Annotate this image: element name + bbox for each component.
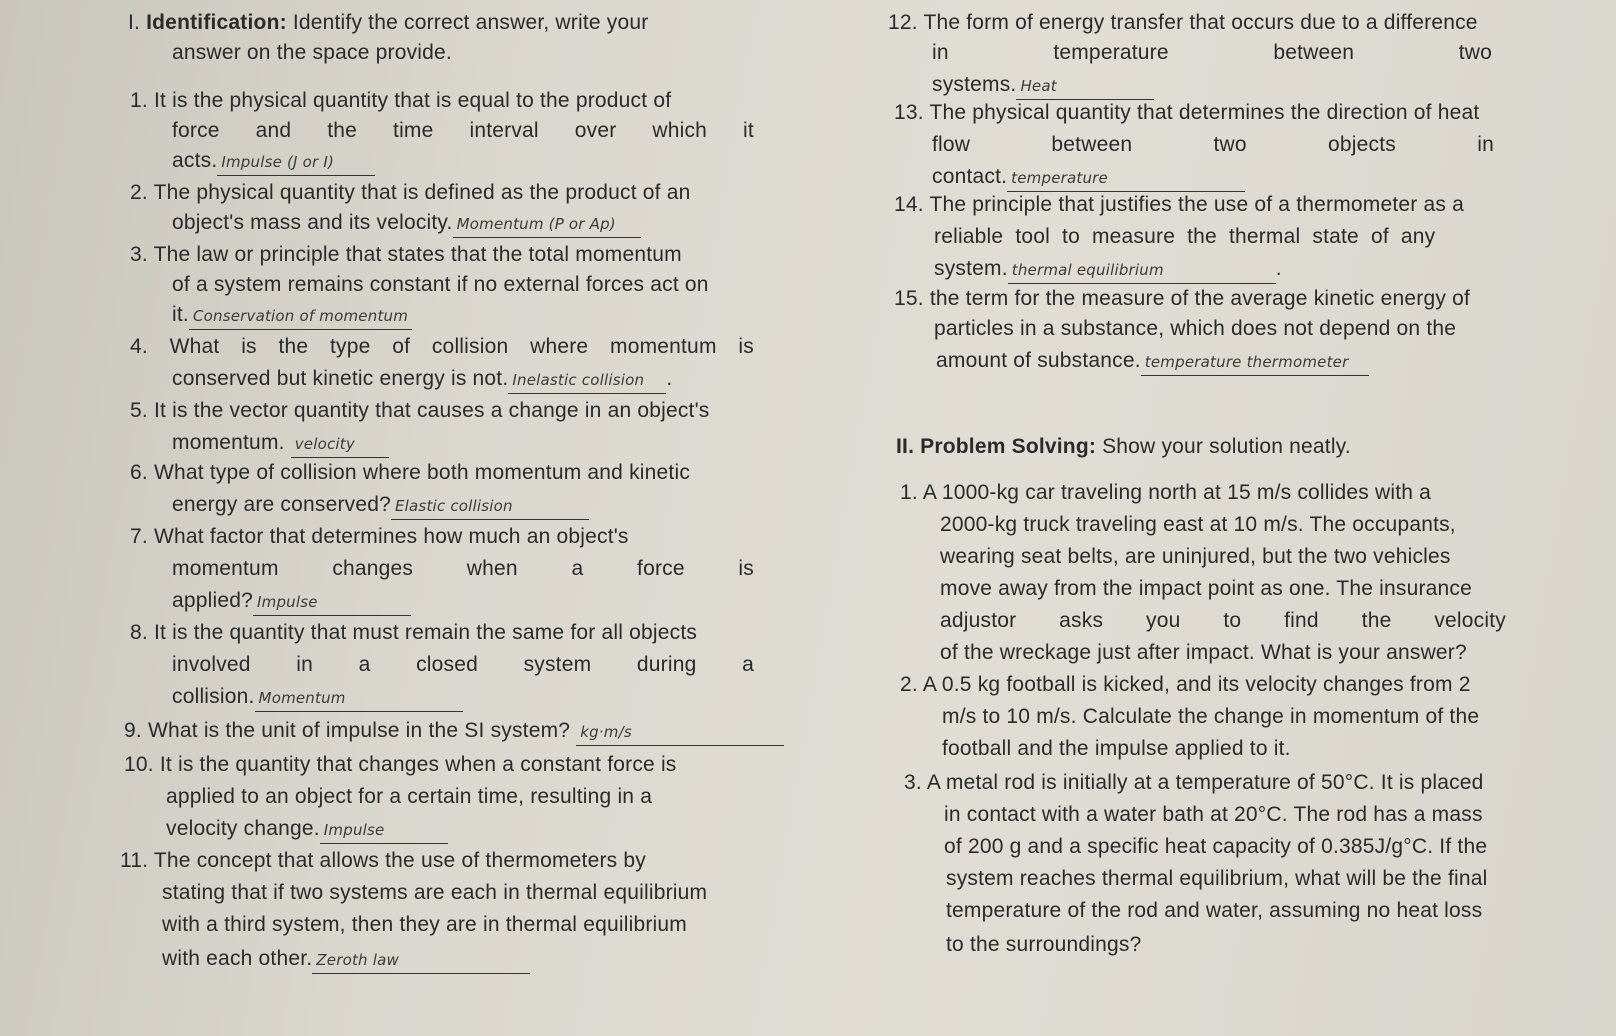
word: between (1051, 133, 1133, 156)
word: adjustor (940, 609, 1017, 632)
q2-number: 2. (130, 181, 148, 204)
q5-number: 5. (130, 399, 148, 422)
word: it (743, 119, 754, 142)
q8-line2 (172, 652, 754, 678)
word: in (932, 41, 949, 64)
q11-line4 (162, 946, 530, 974)
p3-line2: in contact with a water bath at 20°C. The rod has a mass (944, 803, 1483, 826)
q7-answer[interactable]: Impulse (253, 589, 411, 616)
q13-answer[interactable]: temperature (1007, 165, 1245, 192)
p3-line5: temperature of the rod and water, assuming no heat loss (946, 899, 1483, 922)
p3-line3: of 200 g and a specific heat capacity of 0.385J/g°C. If the (944, 835, 1488, 858)
q10-text: It is the quantity that changes when a constant force is (159, 753, 677, 776)
word: a (358, 653, 371, 676)
q7-number: 7. (130, 525, 148, 548)
word: momentum (610, 335, 717, 358)
q5-text-end: momentum. (172, 431, 285, 454)
word: the (1361, 609, 1392, 632)
q1-line2 (172, 118, 754, 144)
q15-text: the term for the measure of the average kinetic energy of (929, 287, 1471, 310)
q15-number: 15. (894, 287, 924, 310)
p1-number: 1. (900, 481, 918, 504)
word: What (169, 335, 220, 358)
part2-instruction: Show your solution neatly. (1102, 435, 1351, 458)
p1-line4: move away from the impact point as one. The insurance (940, 577, 1472, 600)
word: is (738, 335, 754, 358)
q11-text: The concept that allows the use of thermometers by (153, 849, 646, 872)
word: momentum (172, 557, 279, 580)
word: interval (469, 119, 539, 142)
q2-answer[interactable]: Momentum (P or Ap) (453, 211, 641, 238)
p1-text: A 1000-kg car traveling north at 15 m/s collides with a (922, 481, 1432, 504)
p3-line6: to the surroundings? (946, 933, 1142, 956)
part1-heading-line (128, 10, 648, 36)
q7-text: What factor that determines how much an object's (153, 525, 629, 548)
q8-text: It is the quantity that must remain the same for all objects (153, 621, 698, 644)
q4-answer[interactable]: Inelastic collision (508, 367, 666, 394)
q14-number: 14. (894, 193, 924, 216)
q4-line2 (172, 366, 672, 394)
q11-text-end: with each other. (162, 947, 313, 970)
q4-line1 (130, 334, 754, 360)
p2-line3: football and the impulse applied to it. (942, 737, 1291, 760)
word: and (255, 119, 292, 142)
q11-number: 11. (120, 849, 149, 872)
word: a (742, 653, 754, 676)
q10-number: 10. (124, 753, 154, 776)
q2-line1 (130, 180, 691, 206)
q14-text-end: system. (934, 257, 1008, 280)
q7-line1 (130, 524, 629, 550)
q5-answer[interactable]: velocity (291, 431, 389, 458)
word: type (330, 335, 371, 358)
q8-text-end: collision. (172, 685, 255, 708)
q5-line1 (130, 398, 710, 424)
word: force (172, 119, 220, 142)
q5-line2 (172, 430, 389, 458)
p2-text: A 0.5 kg football is kicked, and its velocity changes from 2 (922, 673, 1471, 696)
q15-line1 (894, 286, 1470, 312)
q9-answer[interactable]: kg·m/s (576, 719, 784, 746)
q6-answer[interactable]: Elastic collision (391, 493, 589, 520)
q2-text-end: object's mass and its velocity. (172, 211, 453, 234)
q13-line2 (932, 132, 1494, 158)
q10-line1 (124, 752, 677, 778)
q10-answer[interactable]: Impulse (320, 817, 448, 844)
word: system (523, 653, 592, 676)
word: of (392, 335, 411, 358)
p3-line1 (904, 770, 1484, 796)
q8-number: 8. (130, 621, 148, 644)
q3-answer[interactable]: Conservation of momentum (189, 303, 412, 330)
q1-text-end: acts. (172, 149, 218, 172)
p1-line5 (940, 608, 1506, 634)
word: when (466, 557, 518, 580)
q15-text-end: amount of substance. (936, 349, 1141, 372)
q8-line3 (172, 684, 463, 712)
p2-number: 2. (900, 673, 918, 696)
q10-line3 (166, 816, 448, 844)
q11-line1 (120, 848, 646, 874)
word: two (1458, 41, 1492, 64)
word: is (241, 335, 257, 358)
q15-line3 (936, 348, 1369, 376)
q12-text: The form of energy transfer that occurs due to a difference (923, 11, 1478, 34)
word: find (1284, 609, 1319, 632)
word: where (530, 335, 589, 358)
word: in (1477, 133, 1494, 156)
q1-answer[interactable]: Impulse (J or I) (217, 149, 375, 176)
q3-line1 (130, 242, 682, 268)
p1-line2: 2000-kg truck traveling east at 10 m/s. The occupants, (940, 513, 1456, 536)
q8-answer[interactable]: Momentum (255, 685, 463, 712)
word: to (1223, 609, 1242, 632)
q6-text-end: energy are conserved? (172, 493, 391, 516)
q14-period: . (1275, 257, 1282, 280)
q3-line3 (172, 302, 412, 330)
q3-text: The law or principle that states that the total momentum (153, 243, 682, 266)
p1-line3: wearing seat belts, are uninjured, but the two vehicles (940, 545, 1451, 568)
p2-line2: m/s to 10 m/s. Calculate the change in momentum of the (942, 705, 1480, 728)
word: is (738, 557, 754, 580)
part1-instruction-line2: answer on the space provide. (172, 41, 452, 64)
word: you (1146, 609, 1181, 632)
word: temperature (1053, 41, 1169, 64)
part2-heading: Problem Solving: (920, 435, 1097, 458)
q10-line2: applied to an object for a certain time, resulting in a (166, 785, 653, 808)
p1-line6: of the wreckage just after impact. What is your answer? (940, 641, 1467, 664)
q2-text: The physical quantity that is defined as the product of an (153, 181, 691, 204)
q11-answer[interactable]: Zeroth law (312, 947, 530, 974)
q12-line3 (932, 72, 1154, 100)
word: the (278, 335, 309, 358)
word: time (393, 119, 434, 142)
q8-line1 (130, 620, 697, 646)
q14-line1 (894, 192, 1464, 218)
word: involved (172, 653, 251, 676)
q4-text-end: conserved but kinetic energy is not. (172, 367, 509, 390)
q12-number: 12. (888, 11, 918, 34)
q1-text: It is the physical quantity that is equal to the product of (153, 89, 672, 112)
q6-text: What type of collision where both momentum and kinetic (153, 461, 691, 484)
q11-line2: stating that if two systems are each in thermal equilibrium (162, 881, 708, 904)
word: objects (1328, 133, 1396, 156)
p1-line1 (900, 480, 1431, 506)
word: collision (431, 335, 509, 358)
word: changes (332, 557, 414, 580)
p3-text: A metal rod is initially at a temperature of 50°C. It is placed (926, 771, 1484, 794)
word: between (1273, 41, 1355, 64)
part1-instruction-line1: Identify the correct answer, write your (292, 11, 649, 34)
q13-line1 (894, 100, 1479, 126)
q15-answer[interactable]: temperature thermometer (1141, 349, 1369, 376)
q14-text: The principle that justifies the use of a thermometer as a (929, 193, 1464, 216)
q9-line1 (124, 718, 784, 746)
q11-line3: with a third system, then they are in thermal equilibrium (162, 913, 687, 936)
word: asks (1059, 609, 1104, 632)
part2-number: II. (896, 435, 915, 458)
q3-number: 3. (130, 243, 148, 266)
q4-number: 4. (130, 335, 148, 358)
q3-line2: of a system remains constant if no external forces act on (172, 273, 709, 296)
word: a (571, 557, 584, 580)
q4-period: . (666, 367, 673, 390)
part1-heading: Identification: (146, 11, 287, 34)
q13-line3 (932, 164, 1245, 192)
q6-number: 6. (130, 461, 148, 484)
q9-number: 9. (124, 719, 142, 742)
q13-text: The physical quantity that determines the direction of heat (929, 101, 1480, 124)
part2-heading-line (896, 434, 1351, 460)
word: flow (932, 133, 971, 156)
word: during (636, 653, 697, 676)
word: over (574, 119, 617, 142)
q7-line3 (172, 588, 411, 616)
q13-text-end: contact. (932, 165, 1008, 188)
word: the (327, 119, 358, 142)
p3-number: 3. (904, 771, 922, 794)
q7-text-end: applied? (172, 589, 254, 612)
q1-line3 (172, 148, 375, 176)
q14-line3 (934, 256, 1282, 284)
p2-line1 (900, 672, 1471, 698)
q12-answer[interactable]: Heat (1016, 73, 1154, 100)
q12-line2 (932, 40, 1492, 66)
part1-number: I. (128, 11, 141, 34)
q10-text-end: velocity change. (166, 817, 320, 840)
q6-line2 (172, 492, 589, 520)
word: closed (416, 653, 478, 676)
q1-line1 (130, 88, 671, 114)
word: velocity (1434, 609, 1506, 632)
word: force (637, 557, 685, 580)
q2-line2 (172, 210, 641, 238)
q1-number: 1. (130, 89, 148, 112)
p3-line4: system reaches thermal equilibrium, what will be the final (946, 867, 1488, 890)
word: in (296, 653, 313, 676)
q7-line2 (172, 556, 754, 582)
q13-number: 13. (894, 101, 924, 124)
q5-text: It is the vector quantity that causes a change in an object's (153, 399, 710, 422)
q14-line2: reliable tool to measure the thermal state of any (934, 225, 1436, 248)
word: two (1213, 133, 1247, 156)
q12-line1 (888, 10, 1478, 36)
q6-line1 (130, 460, 690, 486)
q12-text-end: systems. (932, 73, 1017, 96)
q15-line2: particles in a substance, which does not depend on the (934, 317, 1457, 340)
q14-answer[interactable]: thermal equilibrium (1008, 257, 1276, 284)
q9-text: What is the unit of impulse in the SI system? (147, 719, 571, 742)
q3-text-end: it. (172, 303, 189, 326)
word: which (652, 119, 708, 142)
